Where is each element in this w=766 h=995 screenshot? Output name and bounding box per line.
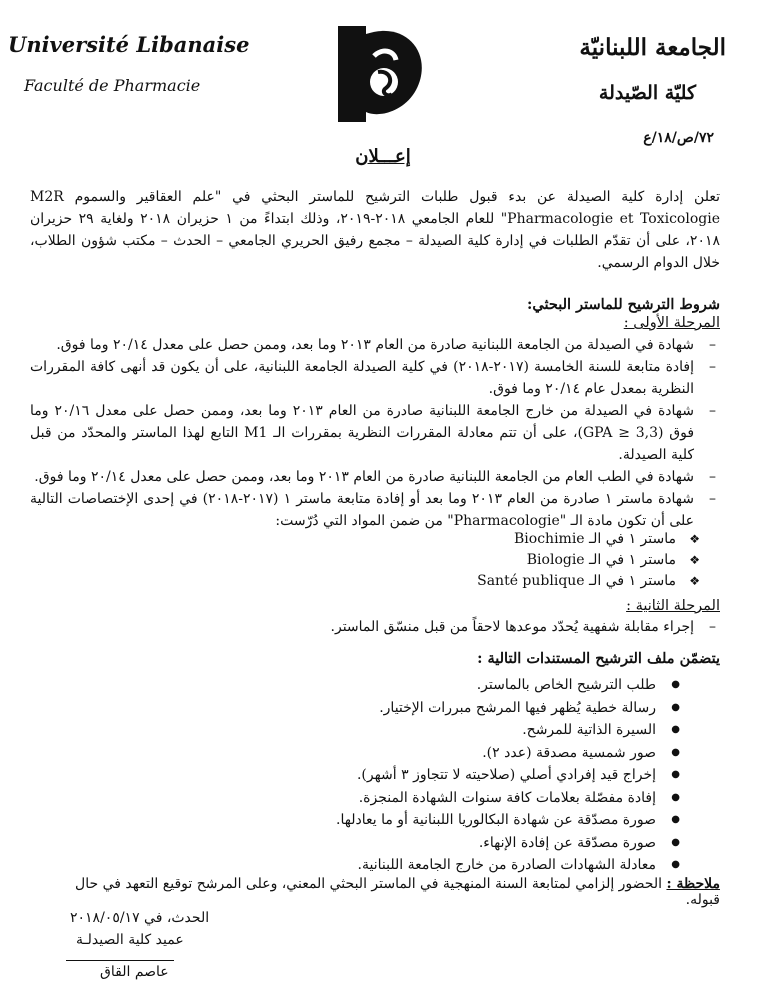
phase2-section bbox=[30, 598, 720, 638]
document-item: ● صورة مصدّقة عن شهادة البكالوريا اللبنانية أو ما يعادلها. bbox=[266, 809, 686, 832]
phase1-item: – شهادة في الصيدلة من خارج الجامعة اللبنانية صادرة من العام ٢٠١٣ وما بعد، وممن حصل على معدل ٢٠/١٦ وما فوق (GPA ≥ 3,3)، على أن تتم معادلة المقررات النظرية بمقررات الـ M1 التابع لهذا الماستر والمحدّد من قبل كلية الصيدلة. bbox=[30, 400, 720, 466]
arabic-faculty-name: كليّة الصّيدلة bbox=[598, 82, 696, 104]
signature-name: عاصم القاق bbox=[100, 964, 169, 980]
signature-role: عميد كلية الصيدلـة bbox=[76, 932, 184, 948]
phase2-title: المرحلة الثانية : bbox=[626, 598, 720, 614]
document-item: ● معادلة الشهادات الصادرة من خارج الجامعة اللبنانية. bbox=[266, 854, 686, 877]
document-item: ● رسالة خطية يُظهر فيها المرشح مبررات الإختيار. bbox=[266, 697, 686, 720]
arabic-university-name: الجامعة اللبنانيّة bbox=[579, 34, 726, 61]
conditions-section bbox=[30, 296, 720, 532]
note bbox=[40, 876, 720, 908]
specialty-item: ❖ ماستر ١ في الـ Biologie bbox=[346, 549, 706, 570]
university-logo bbox=[338, 26, 428, 122]
document-item: ● إفادة مفصّلة بعلامات كافة سنوات الشهادة المنجزة. bbox=[266, 787, 686, 810]
phase1-item: – شهادة ماستر ١ صادرة من العام ٢٠١٣ وما بعد أو إفادة متابعة ماستر ١ (٢٠١٧-٢٠١٨) في إحدى الإختصاصات التالية على أن تكون مادة الـ "Pharmacologie" من ضمن المواد التي دُرّست: bbox=[30, 488, 720, 532]
note-text: الحضور إلزامي لمتابعة السنة المنهجية في الماستر البحثي المعني، وعلى المرشح توقيع التعهد في حال قبوله. bbox=[75, 876, 720, 908]
phase1-item: – شهادة في الطب العام من الجامعة اللبنانية صادرة من العام ٢٠١٣ وما بعد، وممن حصل على معدل ٢٠/١٤ وما فوق. bbox=[30, 466, 720, 488]
conditions-heading: شروط الترشيح للماستر البحثي: bbox=[527, 296, 720, 313]
french-faculty-name: Faculté de Pharmacie bbox=[24, 76, 201, 95]
announcement-title-text: إعـــلان bbox=[355, 146, 411, 167]
signature-line bbox=[66, 960, 174, 961]
phase1-item: – شهادة في الصيدلة من الجامعة اللبنانية صادرة من العام ٢٠١٣ وما بعد، وممن حصل على معدل ٢٠/١٤ وما فوق. bbox=[30, 334, 720, 356]
document-item: ● صور شمسية مصدقة (عدد ٢). bbox=[266, 742, 686, 765]
phase1-title: المرحلة الأولى : bbox=[623, 315, 720, 331]
phase1-item: – إفادة متابعة للسنة الخامسة (٢٠١٧-٢٠١٨) في كلية الصيدلة الجامعة اللبنانية، على أن يكون قد أنهى كافة المقررات النظرية بمعدل عام ٢٠/١٤ وما فوق. bbox=[30, 356, 720, 400]
note-label: ملاحظة : bbox=[666, 876, 720, 892]
specialty-item: ❖ ماستر ١ في الـ Biochimie bbox=[346, 528, 706, 549]
documents-list bbox=[266, 674, 686, 877]
signature-place-date: الحدث، في ٢٠١٨/٠٥/١٧ bbox=[70, 910, 210, 926]
reference-number: ٧٢/ص/١٨/ع bbox=[643, 130, 714, 146]
intro-paragraph: تعلن إدارة كلية الصيدلة عن بدء قبول طلبات الترشيح للماستر البحثي في "علم العقاقير والسموم M2R Pharmacologie et Toxicologie" للعام الجامعي ٢٠١٨-٢٠١٩، وذلك ابتداءً من ١ حزيران ٢٠١٨ ولغاية ٢٩ حزيران ٢٠١٨، على أن تقدّم الطلبات في إدارة كلية الصيدلة – مجمع رفيق الحريري الجامعي – الحدث – مكتب شؤون الطلاب، خلال الدوام الرسمي. bbox=[30, 189, 720, 271]
document-item: ● السيرة الذاتية للمرشح. bbox=[266, 719, 686, 742]
announcement-title bbox=[0, 146, 766, 167]
document-item: ● صورة مصدّقة عن إفادة الإنهاء. bbox=[266, 832, 686, 855]
document-item: ● طلب الترشيح الخاص بالماستر. bbox=[266, 674, 686, 697]
french-university-name: Université Libanaise bbox=[8, 32, 250, 57]
documents-section bbox=[30, 650, 720, 667]
document-item: ● إخراج قيد إفرادي أصلي (صلاحيته لا تتجاوز ٣ أشهر). bbox=[266, 764, 686, 787]
phase2-item: – إجراء مقابلة شفهية يُحدّد موعدها لاحقاً من قبل منسّق الماستر. bbox=[30, 616, 720, 638]
documents-heading: يتضمّن ملف الترشيح المستندات التالية : bbox=[477, 650, 720, 667]
master-specialties bbox=[346, 528, 706, 591]
specialty-item: ❖ ماستر ١ في الـ Santé publique bbox=[346, 570, 706, 591]
